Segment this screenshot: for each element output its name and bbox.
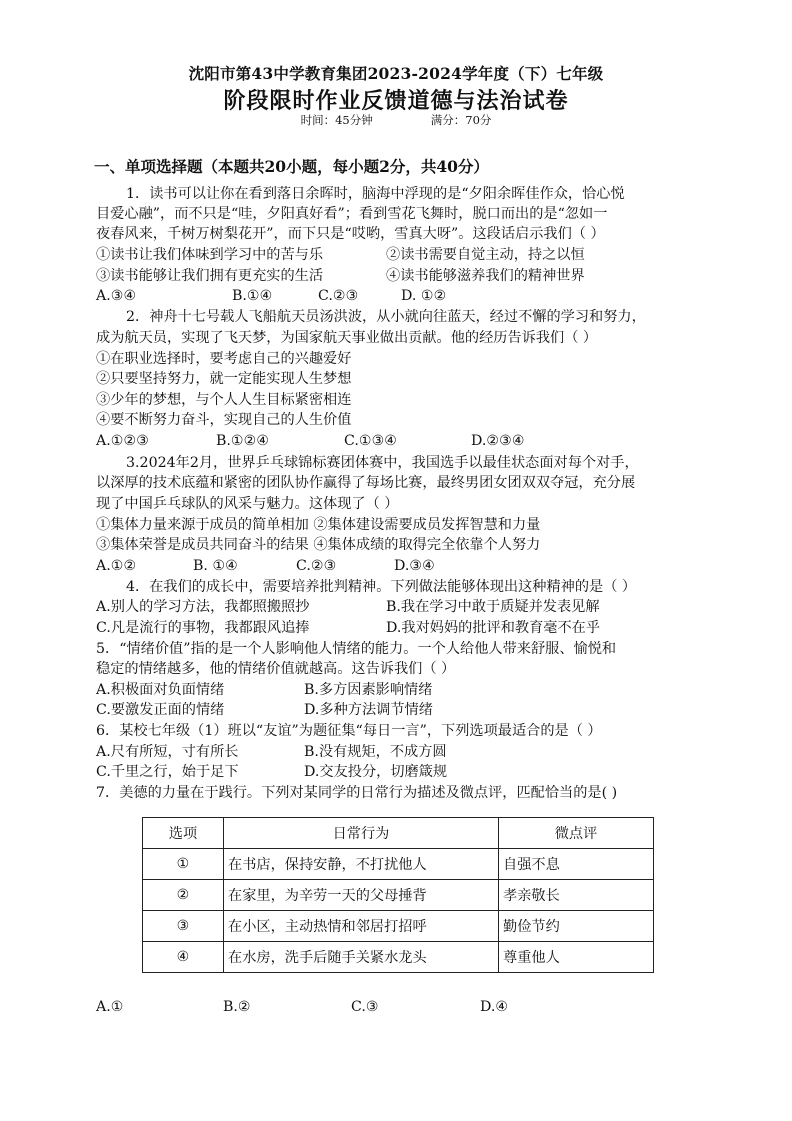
q6-option-c: C.千里之行，始于足下: [96, 764, 239, 780]
table-row: [143, 911, 654, 942]
q2-item: ③少年的梦想，与个人人生目标紧密相连: [96, 392, 352, 408]
table-cell: 尊重他人: [499, 942, 654, 973]
q3-stem-line: 以深厚的技术底蕴和紧密的团队协作赢得了每场比赛，最终男团女团双双夺冠，充分展: [96, 475, 636, 491]
q1-item: ④读书能够滋养我们的精神世界: [386, 268, 585, 284]
table-cell: ②: [143, 880, 224, 911]
q7-option-d: D.④: [480, 999, 509, 1015]
q2-item: ④要不断努力奋斗，实现自己的人生价值: [96, 412, 352, 428]
table-cell: ③: [143, 911, 224, 942]
q3-option-b: B. ①④: [193, 558, 238, 574]
q1-stem-line: 1．读书可以让你在看到落日余晖时，脑海中浮现的是“夕阳余晖佳作众，恰心悦: [126, 186, 625, 202]
q7-option-b: B.②: [223, 999, 251, 1015]
q5-stem-line: 5．“情绪价值”指的是一个人影响他人情绪的能力。一个人给他人带来舒服、愉悦和: [96, 641, 617, 657]
table-row: [143, 942, 654, 973]
table-cell: 自强不息: [499, 849, 654, 880]
q4-option-b: B.我在学习中敢于质疑并发表见解: [386, 599, 600, 615]
q5-option-d: D.多种方法调节情绪: [304, 702, 433, 718]
table-row: [143, 880, 654, 911]
q4-option-c: C.凡是流行的事物，我都跟风追捧: [96, 620, 310, 636]
exam-time: 时间：45分钟: [300, 113, 373, 127]
q7-option-a: A.①: [96, 999, 124, 1015]
q6-option-d: D.交友投分，切磨箴规: [304, 764, 448, 780]
table-cell: 在书店，保持安静，不打扰他人: [224, 849, 499, 880]
q3-option-c: C.②③: [296, 558, 337, 574]
table-cell: ④: [143, 942, 224, 973]
q1-option-b: B.①④: [232, 288, 273, 304]
q7-stem-line: 7．美德的力量在于践行。下列对某同学的日常行为描述及微点评，匹配恰当的是( ): [96, 785, 618, 801]
q3-option-a: A.①②: [96, 558, 137, 574]
q4-stem-line: 4．在我们的成长中，需要培养批判精神。下列做法能够体现出这种精神的是（ ）: [126, 579, 637, 595]
q1-option-d: D. ①②: [401, 288, 447, 304]
q3-option-d: D.③④: [394, 558, 435, 574]
table-cell: 勤俭节约: [499, 911, 654, 942]
q3-stem-line: 3.2024年2月，世界乒乓球锦标赛团体赛中，我国选手以最佳状态面对每个对手，: [126, 455, 639, 471]
table-header-cell: 微点评: [499, 818, 654, 849]
exam-meta: [0, 112, 792, 128]
q1-stem-line: 目爱心融”，而不只是“哇，夕阳真好看”；看到雪花飞舞时，脱口而出的是“忽如一: [96, 206, 608, 222]
q1-item: ②读书需要自觉主动，持之以恒: [386, 247, 585, 263]
q1-item: ①读书让我们体味到学习中的苦与乐: [96, 247, 324, 263]
q3-item: ③集体荣誉是成员共同奋斗的结果 ④集体成绩的取得完全依靠个人努力: [96, 537, 541, 553]
section-heading: 一、单项选择题（本题共20小题，每小题2分，共40分）: [94, 157, 489, 176]
q2-stem-line: 成为航天员，实现了飞天梦，为国家航天事业做出贡献。他的经历告诉我们（ ）: [96, 330, 598, 346]
table-row: [143, 849, 654, 880]
q2-stem-line: 2．神舟十七号载人飞船航天员汤洪波，从小就向往蓝天，经过不懈的学习和努力，: [126, 309, 646, 325]
table-cell: 在水房，洗手后随手关紧水龙头: [224, 942, 499, 973]
q5-option-a: A.积极面对负面情绪: [96, 682, 225, 698]
q6-option-a: A.尺有所短，寸有所长: [96, 744, 239, 760]
q7-option-c: C.③: [351, 999, 379, 1015]
table-cell: ①: [143, 849, 224, 880]
q4-option-a: A.别人的学习方法，我都照搬照抄: [96, 599, 310, 615]
q2-option-b: B.①②④: [216, 433, 270, 449]
q2-option-c: C.①③④: [344, 433, 398, 449]
q1-stem-line: 夜春风来，千树万树梨花开”，而下只是“哎哟，雪真大呀”。这段话启示我们（ ）: [96, 226, 605, 242]
q1-item: ③读书能够让我们拥有更充实的生活: [96, 268, 324, 284]
q6-option-b: B.没有规矩，不成方圆: [304, 744, 447, 760]
table-header-cell: 选项: [143, 818, 224, 849]
q1-option-a: A.③④: [96, 288, 137, 304]
q5-stem-line: 稳定的情绪越多，他的情绪价值就越高。这告诉我们（ ）: [96, 661, 456, 677]
q6-stem-line: 6．某校七年级（1）班以“友谊”为题征集“每日一言”，下列选项最适合的是（ ）: [96, 723, 602, 739]
q2-item: ②只要坚持努力，就一定能实现人生梦想: [96, 371, 352, 387]
q2-option-a: A.①②③: [96, 433, 149, 449]
q2-option-d: D.②③④: [471, 433, 525, 449]
school-heading: 沈阳市第43中学教育集团2023-2024学年度（下）七年级: [188, 64, 604, 83]
q3-stem-line: 现了中国乒乓球队的风采与魅力。这体现了（ ）: [96, 496, 399, 512]
q5-option-b: B.多方因素影响情绪: [304, 682, 433, 698]
table-cell: 在家里，为辛劳一天的父母捶背: [224, 880, 499, 911]
q7-table: [142, 817, 654, 973]
table-cell: 孝亲敬长: [499, 880, 654, 911]
q1-option-c: C.②③: [318, 288, 359, 304]
q3-item: ①集体力量来源于成员的简单相加 ②集体建设需要成员发挥智慧和力量: [96, 517, 541, 533]
exam-title: 阶段限时作业反馈道德与法治试卷: [223, 88, 569, 114]
exam-score: 满分：70分: [430, 113, 492, 127]
table-cell: 在小区，主动热情和邻居打招呼: [224, 911, 499, 942]
q2-item: ①在职业选择时，要考虑自己的兴趣爱好: [96, 351, 352, 367]
q4-option-d: D.我对妈妈的批评和教育毫不在乎: [386, 620, 601, 636]
table-header-cell: 日常行为: [224, 818, 499, 849]
table-header-row: [143, 818, 654, 849]
q5-option-c: C.要激发正面的情绪: [96, 702, 225, 718]
